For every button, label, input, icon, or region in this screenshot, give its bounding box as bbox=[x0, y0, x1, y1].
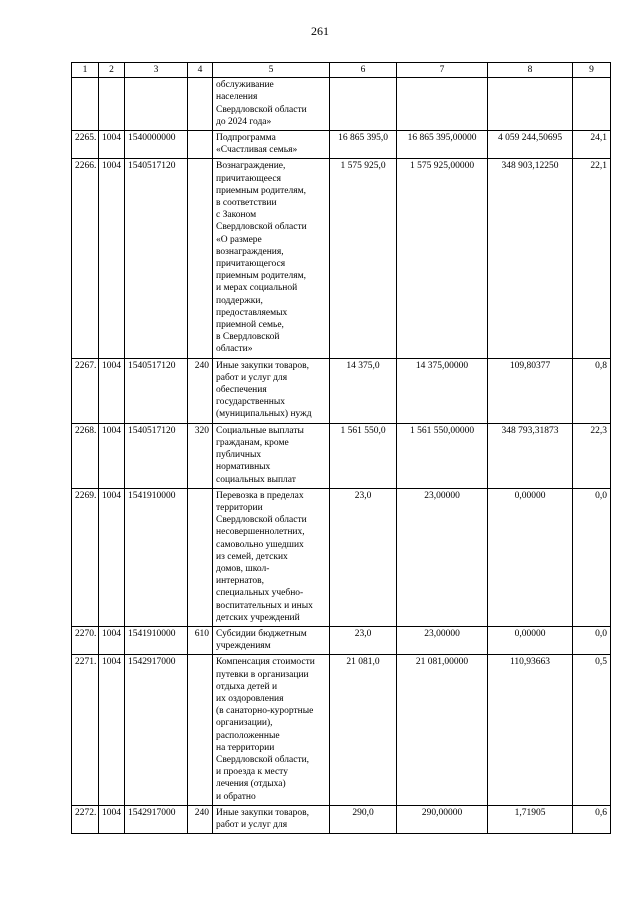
approved-amount-cell: 16 865 395,0 bbox=[330, 131, 397, 159]
header-cell: 6 bbox=[330, 63, 397, 78]
expense-type-code-cell bbox=[188, 488, 213, 626]
expense-type-code-cell bbox=[188, 159, 213, 358]
section-code-cell: 1004 bbox=[99, 131, 125, 159]
planned-amount-cell: 14 375,00000 bbox=[397, 358, 488, 423]
approved-amount-cell: 14 375,0 bbox=[330, 358, 397, 423]
approved-amount-cell: 21 081,0 bbox=[330, 655, 397, 805]
header-cell: 4 bbox=[188, 63, 213, 78]
table-row bbox=[72, 488, 611, 626]
item-name-cell: Вознаграждение, причитающееся приемным родителям, в соответствии с Законом Свердловской области «О размере вознаграждения, причитающегося приемным родителям, и мерах социальной поддержки, предоставляемых приемной семье, в Свердловской области» bbox=[213, 159, 330, 358]
planned-amount-cell: 23,00000 bbox=[397, 488, 488, 626]
table-row bbox=[72, 626, 611, 654]
planned-amount-cell: 290,00000 bbox=[397, 805, 488, 833]
item-name-cell: Иные закупки товаров, работ и услуг для обеспечения государственных (муниципальных) нужд bbox=[213, 358, 330, 423]
executed-amount-cell: 0,00000 bbox=[488, 488, 573, 626]
execution-percent-cell: 0,0 bbox=[573, 626, 611, 654]
approved-amount-cell: 1 575 925,0 bbox=[330, 159, 397, 358]
approved-amount-cell: 23,0 bbox=[330, 488, 397, 626]
item-name-cell: Иные закупки товаров, работ и услуг для bbox=[213, 805, 330, 833]
target-article-code-cell: 1540000000 bbox=[125, 131, 188, 159]
execution-percent-cell: 0,0 bbox=[573, 488, 611, 626]
section-code-cell: 1004 bbox=[99, 488, 125, 626]
section-code-cell: 1004 bbox=[99, 423, 125, 488]
planned-amount-cell: 23,00000 bbox=[397, 626, 488, 654]
header-cell: 3 bbox=[125, 63, 188, 78]
target-article-code-cell: 1541910000 bbox=[125, 488, 188, 626]
target-article-code-cell: 1540517120 bbox=[125, 358, 188, 423]
item-name-cell: обслуживание населения Свердловской области до 2024 года» bbox=[213, 78, 330, 131]
section-code-cell: 1004 bbox=[99, 805, 125, 833]
row-number-cell: 2270. bbox=[72, 626, 99, 654]
expense-type-code-cell: 240 bbox=[188, 358, 213, 423]
target-article-code-cell bbox=[125, 78, 188, 131]
expense-type-code-cell: 320 bbox=[188, 423, 213, 488]
approved-amount-cell bbox=[330, 78, 397, 131]
expense-type-code-cell bbox=[188, 655, 213, 805]
expense-type-code-cell bbox=[188, 131, 213, 159]
item-name-cell: Социальные выплаты гражданам, кроме публичных нормативных социальных выплат bbox=[213, 423, 330, 488]
table-row bbox=[72, 131, 611, 159]
execution-percent-cell: 0,5 bbox=[573, 655, 611, 805]
target-article-code-cell: 1540517120 bbox=[125, 423, 188, 488]
table-body bbox=[72, 78, 611, 834]
item-name-cell: Субсидии бюджетным учреждениям bbox=[213, 626, 330, 654]
row-number-cell: 2268. bbox=[72, 423, 99, 488]
planned-amount-cell: 1 561 550,00000 bbox=[397, 423, 488, 488]
executed-amount-cell: 4 059 244,50695 bbox=[488, 131, 573, 159]
expense-type-code-cell bbox=[188, 78, 213, 131]
row-number-cell: 2269. bbox=[72, 488, 99, 626]
target-article-code-cell: 1542917000 bbox=[125, 655, 188, 805]
section-code-cell: 1004 bbox=[99, 358, 125, 423]
executed-amount-cell bbox=[488, 78, 573, 131]
item-name-cell: Перевозка в пределах территории Свердловской области несовершеннолетних, самовольно ушедших из семей, детских домов, школ- интернатов, специальных учебно- воспитательных и иных детских учреждений bbox=[213, 488, 330, 626]
target-article-code-cell: 1541910000 bbox=[125, 626, 188, 654]
header-cell: 1 bbox=[72, 63, 99, 78]
header-cell: 2 bbox=[99, 63, 125, 78]
table-row bbox=[72, 358, 611, 423]
header-cell: 7 bbox=[397, 63, 488, 78]
row-number-cell: 2271. bbox=[72, 655, 99, 805]
section-code-cell: 1004 bbox=[99, 655, 125, 805]
table-row bbox=[72, 78, 611, 131]
table-row bbox=[72, 423, 611, 488]
row-number-cell: 2266. bbox=[72, 159, 99, 358]
execution-percent-cell: 22,1 bbox=[573, 159, 611, 358]
table-row bbox=[72, 159, 611, 358]
section-code-cell bbox=[99, 78, 125, 131]
execution-percent-cell bbox=[573, 78, 611, 131]
executed-amount-cell: 348 903,12250 bbox=[488, 159, 573, 358]
row-number-cell: 2272. bbox=[72, 805, 99, 833]
header-cell: 9 bbox=[573, 63, 611, 78]
table-row bbox=[72, 805, 611, 833]
page-number: 261 bbox=[311, 24, 329, 38]
item-name-cell: Подпрограмма «Счастливая семья» bbox=[213, 131, 330, 159]
budget-table bbox=[71, 62, 611, 834]
header-cell: 8 bbox=[488, 63, 573, 78]
executed-amount-cell: 348 793,31873 bbox=[488, 423, 573, 488]
row-number-cell: 2265. bbox=[72, 131, 99, 159]
execution-percent-cell: 24,1 bbox=[573, 131, 611, 159]
target-article-code-cell: 1542917000 bbox=[125, 805, 188, 833]
approved-amount-cell: 1 561 550,0 bbox=[330, 423, 397, 488]
executed-amount-cell: 1,71905 bbox=[488, 805, 573, 833]
planned-amount-cell: 21 081,00000 bbox=[397, 655, 488, 805]
planned-amount-cell bbox=[397, 78, 488, 131]
approved-amount-cell: 290,0 bbox=[330, 805, 397, 833]
approved-amount-cell: 23,0 bbox=[330, 626, 397, 654]
header-row bbox=[72, 63, 611, 78]
section-code-cell: 1004 bbox=[99, 159, 125, 358]
item-name-cell: Компенсация стоимости путевки в организации отдыха детей и их оздоровления (в санаторно-курортные организации), расположенные на территории Свердловской области, и проезда к месту лечения (отдыха) и обратно bbox=[213, 655, 330, 805]
planned-amount-cell: 16 865 395,00000 bbox=[397, 131, 488, 159]
execution-percent-cell: 0,8 bbox=[573, 358, 611, 423]
executed-amount-cell: 109,80377 bbox=[488, 358, 573, 423]
section-code-cell: 1004 bbox=[99, 626, 125, 654]
header-cell: 5 bbox=[213, 63, 330, 78]
execution-percent-cell: 22,3 bbox=[573, 423, 611, 488]
expense-type-code-cell: 610 bbox=[188, 626, 213, 654]
executed-amount-cell: 110,93663 bbox=[488, 655, 573, 805]
table-row bbox=[72, 655, 611, 805]
planned-amount-cell: 1 575 925,00000 bbox=[397, 159, 488, 358]
execution-percent-cell: 0,6 bbox=[573, 805, 611, 833]
row-number-cell: 2267. bbox=[72, 358, 99, 423]
row-number-cell bbox=[72, 78, 99, 131]
executed-amount-cell: 0,00000 bbox=[488, 626, 573, 654]
expense-type-code-cell: 240 bbox=[188, 805, 213, 833]
target-article-code-cell: 1540517120 bbox=[125, 159, 188, 358]
